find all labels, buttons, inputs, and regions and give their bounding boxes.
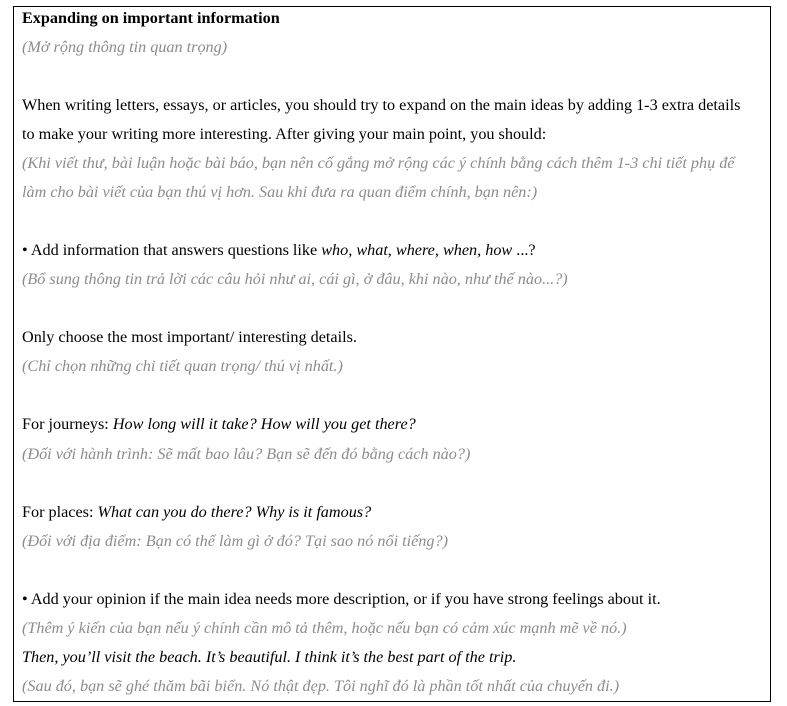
journeys-questions: How long will it take? How will you get there? xyxy=(112,415,416,433)
intro-line-2: to make your writing more interesting. After giving your main point, you should: xyxy=(22,125,547,143)
bullet-opinion: • Add your opinion if the main idea needs more description, or if you have strong feelings about it. xyxy=(22,590,661,608)
intro-line-1: When writing letters, essays, or articles, you should try to expand on the main ideas by adding 1-3 extra details xyxy=(22,96,741,114)
bullet-questions-suffix: ...? xyxy=(512,241,536,259)
heading-translation: (Mở rộng thông tin quan trọng) xyxy=(22,38,228,56)
places-questions: What can you do there? Why is it famous? xyxy=(97,503,372,521)
bullet-opinion-translation: (Thêm ý kiến của bạn nếu ý chính cần mô tả thêm, hoặc nếu bạn có cảm xúc mạnh mẽ về nó.) xyxy=(22,619,627,637)
bullet-questions-words: who, what, where, when, how xyxy=(321,241,513,259)
choose-details: Only choose the most important/ interesting details. xyxy=(22,328,357,346)
places-translation: (Đối với địa điểm: Bạn có thể làm gì ở đó? Tại sao nó nổi tiếng?) xyxy=(22,532,448,550)
choose-details-translation: (Chỉ chọn những chi tiết quan trọng/ thú vị nhất.) xyxy=(22,357,343,375)
example-sentence: Then, you’ll visit the beach. It’s beautiful. I think it’s the best part of the trip. xyxy=(22,648,517,666)
bullet-questions xyxy=(22,240,767,260)
journeys-line xyxy=(22,414,767,434)
journeys-translation: (Đối với hành trình: Sẽ mất bao lâu? Bạn sẽ đến đó bằng cách nào?) xyxy=(22,445,471,463)
intro-translation-line-1: (Khi viết thư, bài luận hoặc bài báo, bạn nên cố gắng mở rộng các ý chính bằng cách thêm 1-3 chi tiết phụ để xyxy=(22,154,735,172)
journeys-label: For journeys: xyxy=(22,415,113,433)
intro-translation-line-2: làm cho bài viết của bạn thú vị hơn. Sau khi đưa ra quan điểm chính, bạn nên:) xyxy=(22,183,538,201)
example-sentence-translation: (Sau đó, bạn sẽ ghé thăm bãi biển. Nó thật đẹp. Tôi nghĩ đó là phần tốt nhất của chuyến đi.) xyxy=(22,677,620,695)
places-label: For places: xyxy=(22,503,98,521)
bullet-questions-prefix: • Add information that answers questions like xyxy=(22,241,322,259)
heading: Expanding on important information xyxy=(22,9,280,27)
bullet-questions-translation: (Bổ sung thông tin trả lời các câu hỏi như ai, cái gì, ở đâu, khi nào, như thế nào...?) xyxy=(22,270,568,288)
places-line xyxy=(22,502,767,522)
